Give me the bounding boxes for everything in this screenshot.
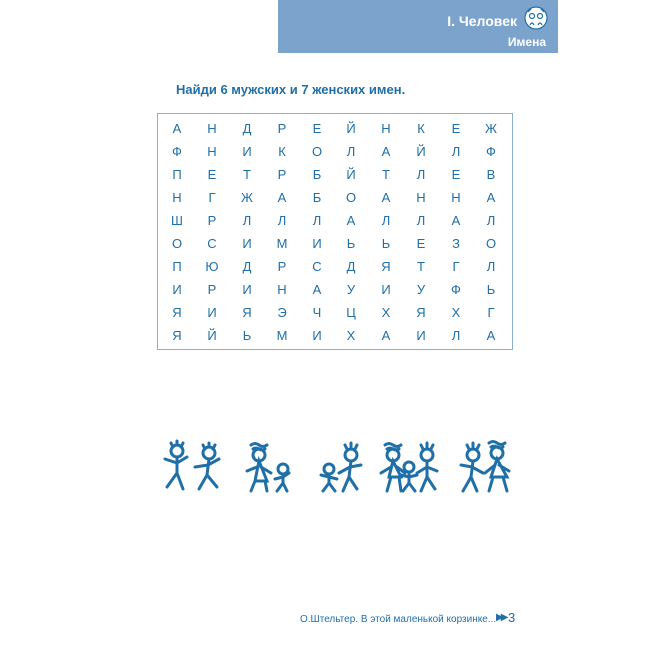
grid-letter[interactable]: Й [416,144,426,159]
grid-letter[interactable]: Ь [346,236,356,251]
grid-row [158,302,512,324]
grid-row [158,325,512,347]
grid-letter[interactable]: О [485,236,497,251]
grid-letter[interactable]: Г [452,259,460,274]
grid-letter[interactable]: У [416,282,426,297]
grid-row [158,164,512,186]
grid-letter[interactable]: Н [451,190,461,205]
grid-letter[interactable]: Х [451,305,461,320]
grid-letter[interactable]: Б [312,167,322,182]
grid-letter[interactable]: Е [451,121,461,136]
grid-letter[interactable]: Н [381,121,391,136]
grid-letter[interactable]: Ш [171,213,183,228]
grid-row [158,210,512,232]
double-arrow-icon: ▶▶ [496,612,506,623]
grid-letter[interactable]: К [278,144,286,159]
dancing-people-icon [155,437,515,497]
grid-letter[interactable]: П [172,259,182,274]
grid-letter[interactable]: Ж [240,190,253,205]
grid-letter[interactable]: А [277,190,287,205]
grid-letter[interactable]: И [242,282,252,297]
grid-letter[interactable]: Л [486,259,496,274]
grid-letter[interactable]: Я [172,305,182,320]
grid-letter[interactable]: Е [416,236,426,251]
grid-letter[interactable]: А [486,328,496,343]
grid-letter[interactable]: Й [346,121,356,136]
grid-letter[interactable]: Т [243,167,251,182]
grid-letter[interactable]: А [381,328,391,343]
grid-letter[interactable]: Л [416,167,426,182]
grid-letter[interactable]: Г [208,190,216,205]
grid-letter[interactable]: Р [277,121,287,136]
grid-letter[interactable]: Г [487,305,495,320]
grid-letter[interactable]: Ф [486,144,496,159]
grid-letter[interactable]: И [312,236,322,251]
task-instruction: Найди 6 мужских и 7 женских имен. [176,82,406,97]
grid-letter[interactable]: И [172,282,182,297]
grid-row [158,187,512,209]
grid-letter[interactable]: Е [312,121,322,136]
grid-letter[interactable]: А [381,144,391,159]
grid-letter[interactable]: Ь [486,282,496,297]
grid-letter[interactable]: Й [207,328,217,343]
grid-letter[interactable]: Ж [484,121,497,136]
grid-letter[interactable]: Х [381,305,391,320]
grid-letter[interactable]: Х [346,328,356,343]
grid-letter[interactable]: А [312,282,322,297]
section-subtitle: Имена [507,35,546,49]
grid-letter[interactable]: С [312,259,322,274]
grid-letter[interactable]: Ф [172,144,182,159]
grid-letter[interactable]: А [451,213,461,228]
grid-letter[interactable]: В [486,167,496,182]
section-header [278,0,558,53]
grid-letter[interactable]: Н [416,190,426,205]
grid-letter[interactable]: Ю [205,259,219,274]
grid-letter[interactable]: У [346,282,356,297]
grid-letter[interactable]: Н [207,121,217,136]
page-number: 3 [508,610,516,625]
grid-row [158,141,512,163]
grid-letter[interactable]: Я [381,259,391,274]
grid-letter[interactable]: Р [277,259,287,274]
grid-letter[interactable]: Ч [312,305,322,320]
grid-letter[interactable]: Л [486,213,496,228]
grid-letter[interactable]: А [381,190,391,205]
grid-letter[interactable]: Р [207,282,217,297]
grid-letter[interactable]: С [207,236,217,251]
grid-row [158,279,512,301]
grid-letter[interactable]: М [276,328,288,343]
grid-letter[interactable]: Л [451,328,461,343]
grid-letter[interactable]: Л [416,213,426,228]
grid-letter[interactable]: Н [207,144,217,159]
grid-letter[interactable]: Н [172,190,182,205]
grid-letter[interactable]: Р [207,213,217,228]
grid-letter[interactable]: Д [242,259,252,274]
grid-letter[interactable]: К [417,121,425,136]
grid-row [158,256,512,278]
footer-source: О.Штельтер. В этой маленькой корзинке... [300,614,497,625]
grid-letter[interactable]: Й [346,167,356,182]
grid-letter[interactable]: И [242,144,252,159]
grid-letter[interactable]: Э [277,305,287,320]
grid-letter[interactable]: Я [242,305,252,320]
grid-row [158,118,512,140]
grid-letter[interactable]: Л [381,213,391,228]
grid-letter[interactable]: Я [172,328,182,343]
grid-letter[interactable]: Н [277,282,287,297]
grid-letter[interactable]: Е [451,167,461,182]
grid-letter[interactable]: И [416,328,426,343]
grid-letter[interactable]: Л [346,144,356,159]
grid-letter[interactable]: Ф [451,282,461,297]
word-search-grid [157,113,513,350]
grid-letter[interactable]: О [311,144,323,159]
grid-letter[interactable]: И [381,282,391,297]
grid-letter[interactable]: А [486,190,496,205]
grid-letter[interactable]: И [207,305,217,320]
grid-letter[interactable]: Л [242,213,252,228]
grid-letter[interactable]: Л [451,144,461,159]
grid-letter[interactable]: Я [416,305,426,320]
grid-letter[interactable]: О [171,236,183,251]
grid-letter[interactable]: Д [346,259,356,274]
grid-row [158,233,512,255]
grid-letter[interactable]: Б [312,190,322,205]
grid-letter[interactable]: Р [277,167,287,182]
grid-letter[interactable]: П [172,167,182,182]
grid-letter[interactable]: Л [277,213,287,228]
section-title: I. Человек [447,13,517,29]
grid-letter[interactable]: О [345,190,357,205]
grid-letter[interactable]: Д [242,121,252,136]
grid-letter[interactable]: Ь [242,328,252,343]
grid-letter[interactable]: Л [312,213,322,228]
grid-letter[interactable]: Ь [381,236,391,251]
grid-letter[interactable]: М [276,236,288,251]
grid-letter[interactable]: Ц [346,305,356,320]
grid-letter[interactable]: А [346,213,356,228]
grid-letter[interactable]: Т [417,259,425,274]
grid-letter[interactable]: Е [207,167,217,182]
grid-letter[interactable]: И [242,236,252,251]
grid-letter[interactable]: И [312,328,322,343]
grid-letter[interactable]: З [452,236,460,251]
grid-letter[interactable]: Т [382,167,390,182]
family-icon [524,6,548,35]
grid-letter[interactable]: А [172,121,182,136]
